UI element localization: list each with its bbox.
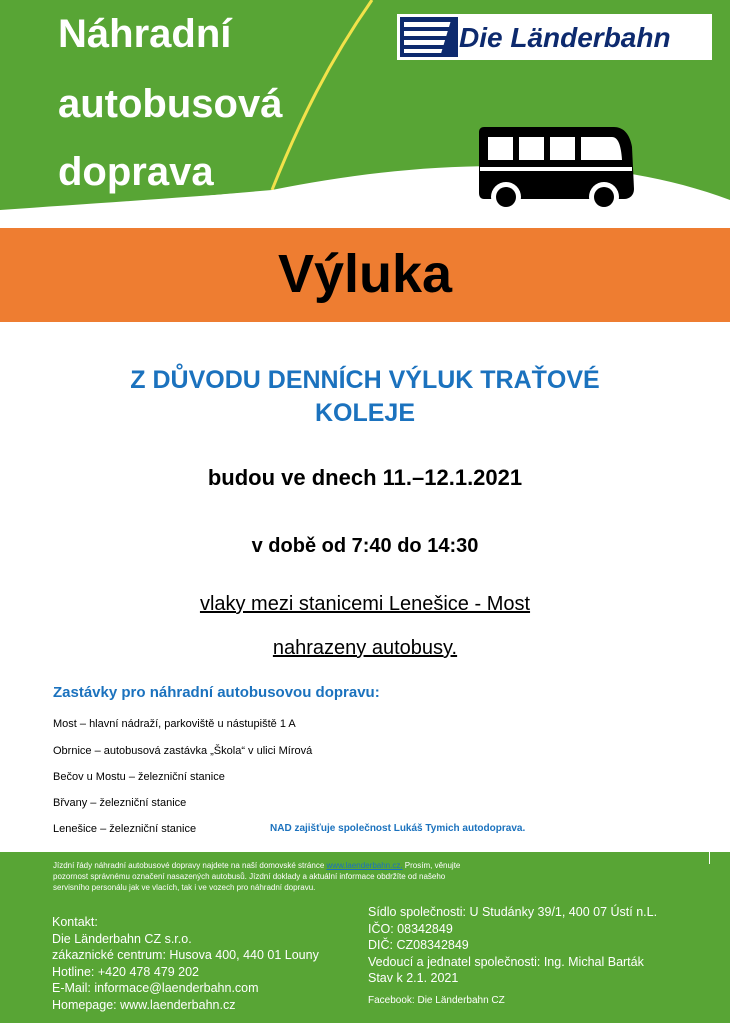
- company-block: [368, 904, 657, 1009]
- footer-note-info: Prosím, věnujte pozornost správnému označení nasazených autobusů. Jízdní doklady a aktuální informace obdržíte od našeho servisního personálu jak ve vlacích, tak i ve vozech pro náhradní dopravu.: [53, 861, 461, 892]
- facebook-label: Facebook: Die Länderbahn CZ: [368, 994, 505, 1006]
- company-director: Vedoucí a jednatel společnosti: Ing. Michal Barták: [368, 954, 644, 969]
- notice-trains: vlaky mezi stanicemi Lenešice - Most: [199, 593, 531, 615]
- notice-dates: budou ve dnech 11.–12.1.2021: [207, 465, 523, 490]
- notice-time: v době od 7:40 do 14:30: [251, 535, 479, 557]
- company-ico: IČO: 08342849: [368, 921, 453, 936]
- company-status-date: Stav k 2.1. 2021: [368, 971, 459, 985]
- closure-banner: [0, 228, 730, 322]
- stop-item: Most – hlavní nádraží, parkoviště u nástupiště 1 A: [53, 718, 296, 730]
- footer: [0, 852, 730, 1023]
- banner-title: Výluka: [277, 244, 453, 304]
- contact-hotline: Hotline: +420 478 479 202: [52, 964, 199, 979]
- stop-item: Břvany – železniční stanice: [53, 797, 187, 809]
- notice-heading-line-2: KOLEJE: [314, 399, 416, 427]
- title-line-1: Náhradní: [58, 12, 232, 56]
- logo-text: Die Länderbahn: [459, 22, 671, 53]
- company-dic: DIČ: CZ08342849: [368, 938, 469, 952]
- notice-heading: [80, 364, 650, 430]
- title-line-2: autobusová: [58, 82, 283, 126]
- contact-block: [52, 914, 319, 1013]
- title-line-3: doprava: [58, 150, 214, 194]
- contact-customer-center: zákaznické centrum: Husova 400, 440 01 Louny: [52, 948, 319, 962]
- company-seat: Sídlo společnosti: U Studánky 39/1, 400 07 Ústí n.L.: [368, 905, 658, 919]
- stop-item: Obrnice – autobusová zastávka „Škola“ v ulici Mírová: [53, 745, 313, 757]
- website-link[interactable]: www.laenderbahn.cz.: [326, 861, 403, 870]
- notice-replaced: nahrazeny autobusy.: [272, 637, 458, 659]
- contact-homepage: Homepage: www.laenderbahn.cz: [52, 997, 236, 1012]
- crop-mark: [709, 852, 722, 864]
- stops-title: Zastávky pro náhradní autobusovou dopravu:: [53, 684, 380, 701]
- footer-note: [53, 860, 463, 893]
- stop-item: Bečov u Mostu – železniční stanice: [53, 771, 225, 783]
- company-logo: [397, 14, 712, 60]
- contact-heading: Kontakt:: [52, 915, 98, 929]
- contact-email: E-Mail: informace@laenderbahn.com: [52, 981, 259, 995]
- stop-item: Lenešice – železniční stanice: [53, 823, 197, 835]
- notice-heading-line-1: Z DŮVODU DENNÍCH VÝLUK TRAŤOVÉ: [130, 366, 600, 394]
- contact-company: Die Länderbahn CZ s.r.o.: [52, 931, 192, 946]
- logo-emblem-icon: [400, 17, 458, 57]
- operator-note: NAD zajišťuje společnost Lukáš Tymich autodoprava.: [270, 823, 526, 834]
- footer-note-text: Jízdní řády náhradní autobusové dopravy najdete na naší domovské stránce: [53, 861, 327, 870]
- bus-icon: [478, 123, 636, 215]
